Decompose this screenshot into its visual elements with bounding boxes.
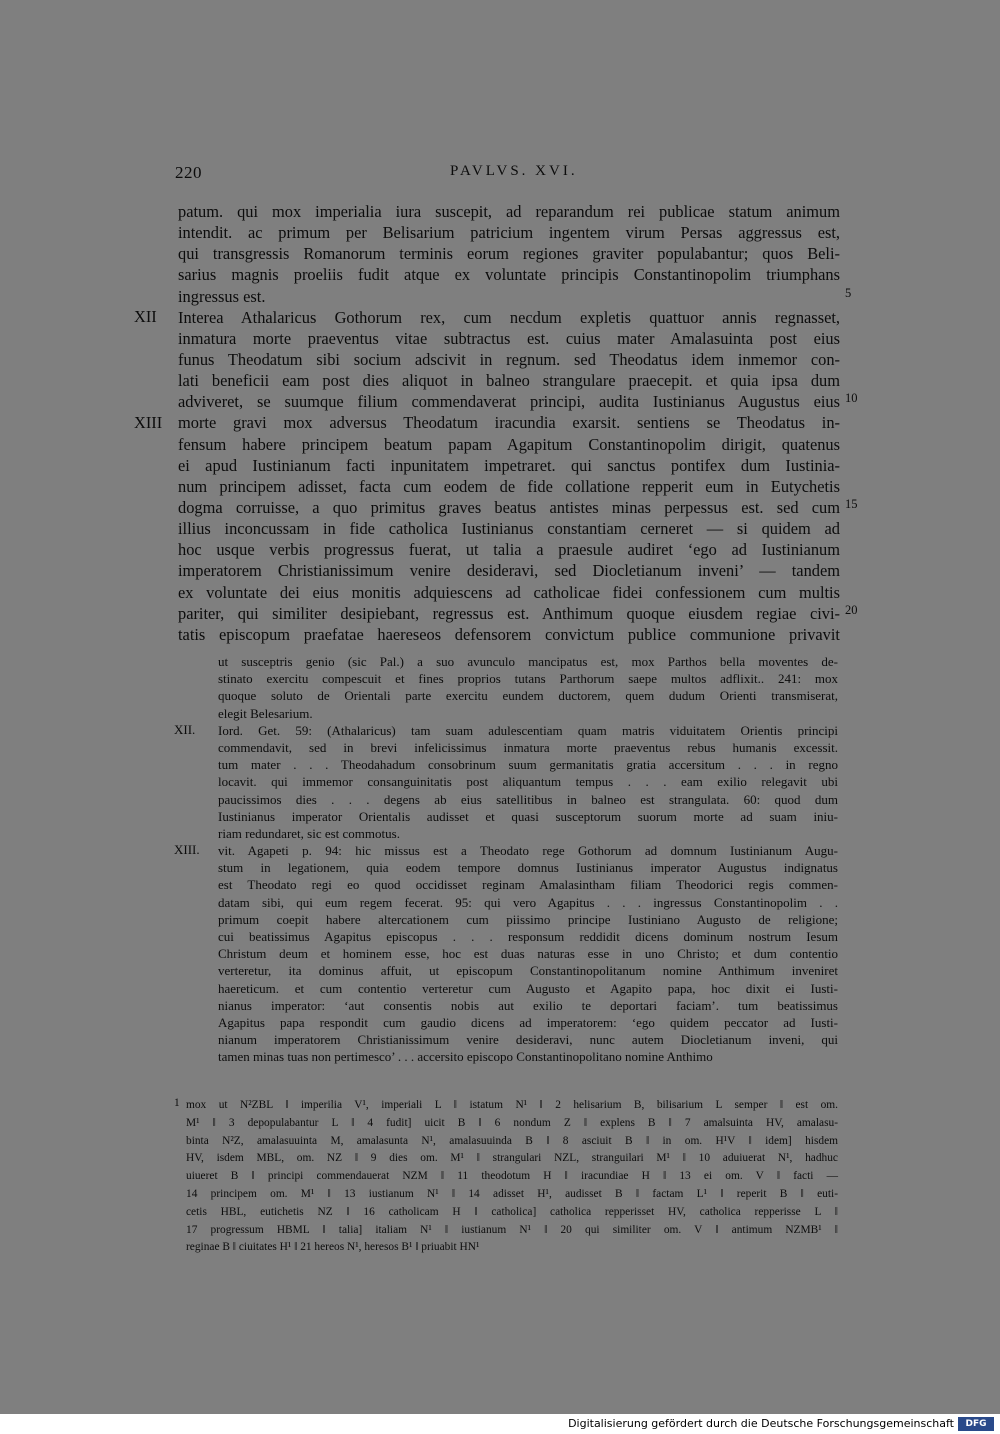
text-line: fensum habere principem beatum papam Agapitum Constantinopolim dirigit, quatenus [178,434,840,454]
note-line: paucissimos dies . . . degens ab eius satellitibus in balneo est strangulata. 60: quod dum [218,791,838,807]
chapter-number: XII [134,306,157,326]
text-line: ei apud Iustinianum facti inpunitatem impetraret. qui sanctus pontifex dum Iustinia- [178,455,840,475]
apparatus-line-number: 1 [174,1097,180,1109]
apparatus-line: reginae B ‖ ciuitates H¹ ‖ 21 hereos N¹, heresos B¹ ‖ priuabit HN¹ [186,1241,480,1254]
text-line: Interea Athalaricus Gothorum rex, cum necdum expletis quattuor annis regnasset, [178,307,840,327]
apparatus-line: 17 progressum HBML ‖ talia] italiam N¹ ‖ iustianum N¹ ‖ 20 qui similiter om. V ‖ antimum NZMB¹ ‖ [186,1223,838,1236]
note-line: est Theodato regi eo quod occidisset reginam Amalasintham filiam Theodorici regis commen- [218,877,838,893]
apparatus-line: uiueret B ‖ principi commendauerat NZM ‖ 11 theodotum H ‖ iracundiae H ‖ 13 ei om. V ‖ facti — [186,1170,838,1183]
line-number: 5 [845,285,852,300]
source-notes-block [174,653,838,1066]
note-line: Iustinianus imperator Orientalis audisset et quasi susceptorum suorum morte ad suam iniu- [218,808,838,824]
note-line: elegit Belesarium. [218,705,313,721]
text-line: funus Theodatum sibi socium adscivit in regnum. sed Theodatus idem inmemor con- [178,349,840,369]
text-line: tatis episcopum praefatae haereseos defensorem convictum publice communione privavit [178,624,840,644]
note-line: nianus imperator: ‘aut consentis nobis aut exilio te deportari faciam’. tum beatissimus [218,997,838,1013]
note-line: datam sibi, qui eum regem fecerat. 95: qui vero Agapitus . . . ingressus Constantinopolim . . [218,894,838,910]
text-line: sarius magnis proeliis fudit atque ex voluntate principis Constantinopolim triumphans [178,265,840,285]
text-line: num principem adisset, facta cum eodem de fide collatione repperit eum in Eutychetis [178,476,840,496]
apparatus-line: 14 principem om. M¹ ‖ 13 iustianum N¹ ‖ 14 adisset H¹, audisset B ‖ factam L¹ ‖ reperit B ‖ euti- [186,1187,838,1200]
note-line: stum in legationem, quia eodem tempore domnus Iustinianus imperator Augustus indignatus [218,860,838,876]
line-number: 20 [845,602,858,617]
text-line: adviveret, se suumque filium commendaverat principi, audita Iustinianus Augustus eius [178,392,840,412]
line-number: 10 [845,391,858,406]
line-number: 15 [845,497,858,512]
text-line: illius inconcussam in fide catholica Iustinianus constantiam cerneret — si quidem ad [178,519,840,539]
page-number: 220 [175,163,202,182]
note-line: stinato exercitu compescuit et fines proprios tutans Parthorum saepe multos adflixit.. 241: mox [218,671,838,687]
apparatus-line: M¹ ‖ 3 depopulabantur L ‖ 4 fudit] uicit B ‖ 6 nondum Z ‖ explens B ‖ 7 amalsuinta HV, amalasu- [186,1116,838,1129]
text-line: qui transgressis Romanorum terminis eorum regiones graviter populabantur; quos Beli- [178,244,840,264]
note-line: verteretur, ita dominus affuit, ut episcopum Constantinopolitanum nomine Anthimum inveniret [218,963,838,979]
note-line: ut susceptris genio (sic Pal.) a suo avunculo mancipatus est, mox Parthos bella moventes de- [218,654,838,669]
chapter-number: XIII [134,412,163,432]
note-line: Iord. Get. 59: (Athalaricus) tam suam adulescentiam quam matris viduitatem Orientis principi [218,722,838,738]
apparatus-line: mox ut N²ZBL ‖ imperilia V¹, imperiali L ‖ istatum N¹ ‖ 2 helisarium B, bilisarium L semper ‖ est om. [186,1099,838,1111]
apparatus-line: cetis HBL, eutichetis NZ ‖ 16 catholicam H ‖ catholica] catholica repperisset HV, catholica repperisse L ‖ [186,1205,838,1218]
note-line: riam redundaret, sic est commotus. [218,825,400,841]
note-line: tum mater . . . Theodahadum consobrinum suum germanitatis gratia accersitum . . . in regno [218,757,838,773]
note-line: cui beatissimus Agapitus episcopus . . . responsum reddidit dicens dominum nostrum Iesum [218,929,838,944]
text-line: morte gravi mox adversus Theodatum iracundia exarsit. sentiens se Theodatus in- [178,413,840,433]
note-line: locavit. qui immemor consanguinitatis post aliquantum tempus . . . eam exilio relegavit ubi [218,774,838,790]
note-line: tamen minas tuas non pertimesco’ . . . accersito episcopo Constantinopolitano nomine Anthimo [218,1049,713,1065]
dfg-logo: DFG [958,1417,994,1431]
note-line: vit. Agapeti p. 94: hic missus est a Theodato rege Gothorum ad domnum Iustinianum Augu- [218,843,838,859]
note-line: Christum deum et hominem esse, hoc est duas naturas esse in uno Christo; et dum contentio [218,946,838,962]
footer-bar [0,1414,1000,1434]
running-title: PAVLVS. XVI. [450,163,578,179]
text-line: pariter, qui similiter desipiebant, regressus est. Anthimum quoque eiusdem regiae civi- [178,603,840,623]
note-line: quoque soluto de Orientali parte exercitu eundem ductorem, quem dudum Orienti transmiserat, [218,688,838,704]
note-chapter-marker: XIII. [174,842,200,858]
note-chapter-marker: XII. [174,721,196,737]
note-line: Agapitus papa respondit cum gaudio dicens ad imperatorem: ‘ego quidem peccator ad Iusti- [218,1014,838,1030]
note-line: primum coepit habere altercationem cum piissimo principe Iustiniano Augusto de religione; [218,911,838,927]
main-text-block [134,201,858,645]
apparatus-line: HV, isdem MBL, om. NZ ‖ 9 dies om. M¹ ‖ strangulari NZL, stranguilari M¹ ‖ 10 aduiuerat N¹, hadhuc [186,1152,838,1165]
text-line: ingressus est. [178,286,266,306]
note-line: nianum imperatorem Christianissimum venire desideravi, nunc autem Diocletianum inveni, qui [218,1032,838,1048]
text-line: lati beneficii eam post dies aliquot in balneo strangulare praecepit. et quia ipsa dum [178,371,840,391]
critical-apparatus-block [174,1097,838,1257]
text-line: imperatorem Christianissimum venire desideravi, sed Diocletianum inveni’ — tandem [178,561,840,581]
text-line: ex voluntate dei eius monitis adquiescens ad catholicae fidei confessionem cum multis [178,582,840,602]
note-line: haereticum. et cum contentio verteretur cum Augusto et Agapito papa, hoc dixit ei Iusti- [218,980,838,996]
text-line: inmatura morte praeventus vitae subtractus est. cuius mater Amalasuinta post eius [178,328,840,348]
apparatus-line: binta N²Z, amalasuuinta M, amalasunta N¹, amalasuuinda B ‖ 8 asciuit B ‖ in om. H¹V ‖ idem] hisdem [186,1134,838,1147]
text-line: patum. qui mox imperialia iura suscepit, ad reparandum rei publicae statum animum [178,202,840,221]
text-line: intendit. ac primum per Belisarium patricium ingentem virum Persas aggressus est, [178,223,840,243]
text-line: dogma corruisse, a quo primitus graves beatus antistes minas perpessus est. sed cum [178,497,840,517]
funding-credit: Digitalisierung gefördert durch die Deutsche Forschungsgemeinschaft [568,1417,954,1430]
note-line: commendavit, sed in brevi infelicissimus inmatura morte praeventus rebus humanis excessit. [218,739,838,755]
text-line: hoc usque verbis progressus fuerat, ut talia a praesule audiret ‘ego ad Iustinianum [178,540,840,560]
